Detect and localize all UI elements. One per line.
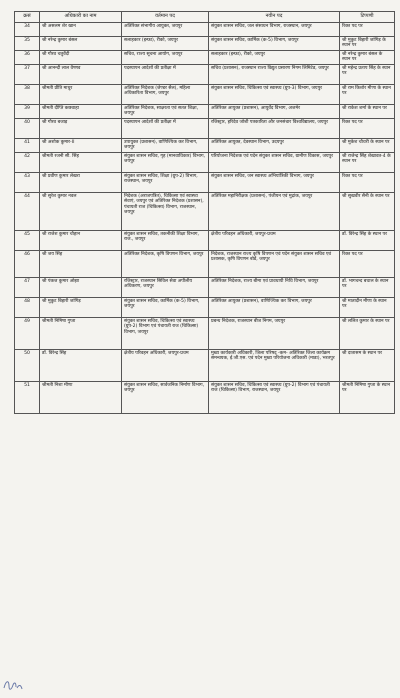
- officer-name-cell: श्री प्रवीण कुमार लेखरा: [40, 173, 122, 193]
- remark-cell: श्री ललित कुमार के स्थान पर: [340, 318, 395, 350]
- new-post-cell: सचिव (प्रशासन), राजस्थान राज्य विद्युत प्रसारण निगम लिमिटेड, जयपुर: [209, 65, 340, 85]
- current-post-cell: पदस्थापन आदेशों की प्रतीक्षा में: [122, 119, 209, 139]
- officer-name-cell: श्री अशोक कुमार-II: [40, 139, 122, 153]
- officer-name-cell: श्री मुकुट बिहारी जांगिड़: [40, 298, 122, 318]
- serial-cell: 36: [15, 51, 40, 65]
- transfer-order-table-container: [14, 11, 394, 414]
- serial-cell: 38: [15, 85, 40, 105]
- current-post-cell: संयुक्त शासन सचिव, तकनीकी शिक्षा विभाग, राज., जयपुर: [122, 231, 209, 251]
- table-row: [15, 193, 395, 231]
- table-row: [15, 382, 395, 414]
- table-header-row: [15, 12, 395, 23]
- remark-cell: श्री सुखवीर सैनी के स्थान पर: [340, 193, 395, 231]
- table-row: [15, 251, 395, 278]
- remark-cell: श्री मुकुट बिहारी जांगिड़ के स्थान पर: [340, 37, 395, 51]
- current-post-cell: सलाहकार (इन्फ्रा), रीको, जयपुर: [122, 37, 209, 51]
- officer-name-cell: श्री गौरव चतुर्वेदी: [40, 51, 122, 65]
- transfer-order-table: [14, 11, 395, 414]
- new-post-cell: अतिरिक्त महानिरीक्षक (प्रशासन), पंजीयन एवं मुद्रांक, जयपुर: [209, 193, 340, 231]
- header-new-post: नवीन पद: [209, 12, 340, 23]
- current-post-cell: संयुक्त शासन सचिव, कार्मिक (क-5) विभाग, जयपुर: [122, 298, 209, 318]
- header-current-post: वर्तमान पद: [122, 12, 209, 23]
- new-post-cell: परियोजना निदेशक एवं पदेन संयुक्त शासन सचिव, ग्रामीण विकास, जयपुर: [209, 153, 340, 173]
- remark-cell: श्री राजेन्द्र सिंह शेखावत-4 के स्थान पर: [340, 153, 395, 173]
- officer-name-cell: श्री राजेश कुमार चौहान: [40, 231, 122, 251]
- serial-cell: 48: [15, 298, 40, 318]
- current-post-cell: अतिरिक्त निदेशक, साक्षरता एवं सतत शिक्षा, जयपुर: [122, 105, 209, 119]
- serial-cell: 47: [15, 278, 40, 298]
- remark-cell: श्री महेन्द्र प्रताप सिंह के स्थान पर: [340, 65, 395, 85]
- serial-cell: 37: [15, 65, 40, 85]
- new-post-cell: संयुक्त शासन सचिव, चिकित्सा एवं स्वास्थ्य (ग्रुप-2) विभाग एवं पंचायती राज (चिकित्सा) विभाग, राजस्थान, जयपुर: [209, 382, 340, 414]
- table-row: [15, 65, 395, 85]
- new-post-cell: अतिरिक्त आयुक्त (प्रशासन), आयुर्वेद विभाग, अजमेर: [209, 105, 340, 119]
- current-post-cell: संयुक्त शासन सचिव, गृह (मानवाधिकार) विभाग, जयपुर: [122, 153, 209, 173]
- officer-name-cell: श्री असलम शेर खान: [40, 23, 122, 37]
- remark-cell: डॉ. भागचन्द बधाल के स्थान पर: [340, 278, 395, 298]
- current-post-cell: रजिस्ट्रार, राजस्थान सिविल सेवा अपीलीय अधिकरण, जयपुर: [122, 278, 209, 298]
- serial-cell: 45: [15, 231, 40, 251]
- new-post-cell: संयुक्त शासन सचिव, जन स्वास्थ्य अभियांत्रिकी विभाग, जयपुर: [209, 173, 340, 193]
- serial-cell: 46: [15, 251, 40, 278]
- officer-name-cell: श्री गौरव बजाड़: [40, 119, 122, 139]
- remark-cell: श्री राकेश शर्मा के स्थान पर: [340, 105, 395, 119]
- table-row: [15, 153, 395, 173]
- remark-cell: श्रीमती निमिषा गुप्ता के स्थान पर: [340, 382, 395, 414]
- table-row: [15, 318, 395, 350]
- table-row: [15, 278, 395, 298]
- new-post-cell: सलाहकार (इन्फ्रा), रीको, जयपुर: [209, 51, 340, 65]
- table-row: [15, 105, 395, 119]
- new-post-cell: संयुक्त शासन सचिव, चिकित्सा एवं स्वास्थ्य (ग्रुप-3) विभाग, जयपुर: [209, 85, 340, 105]
- header-remark: टिप्पणी: [340, 12, 395, 23]
- table-row: [15, 119, 395, 139]
- current-post-cell: सचिव, राज्य सूचना आयोग, जयपुर: [122, 51, 209, 65]
- remark-cell: श्री राम किशोर मीणा के स्थान पर: [340, 85, 395, 105]
- serial-cell: 42: [15, 153, 40, 173]
- current-post-cell: क्षेत्रीय परिवहन अधिकारी, जयपुर-प्रथम: [122, 350, 209, 382]
- current-post-cell: संयुक्त शासन सचिव, सार्वजनिक निर्माण विभाग, जयपुर: [122, 382, 209, 414]
- table-row: [15, 85, 395, 105]
- officer-name-cell: श्री पंकज कुमार ओझा: [40, 278, 122, 298]
- officer-name-cell: श्री आनन्दी लाल वैष्णव: [40, 65, 122, 85]
- remark-cell: श्री दातासम के स्थान पर: [340, 350, 395, 382]
- remark-cell: डॉ. विरेन्द्र सिंह के स्थान पर: [340, 231, 395, 251]
- new-post-cell: रजिस्ट्रार, हरिदेव जोशी पत्रकारिता और जनसंचार विश्वविद्यालय, जयपुर: [209, 119, 340, 139]
- current-post-cell: निदेशक (अराजपत्रित), चिकित्सा एवं स्वास्थ्य सेवाएं, जयपुर एवं अतिरिक्त निदेशक (प्रशासन), पंचायती राज (चिकित्सा) विभाग, राजस्थान, जयपुर: [122, 193, 209, 231]
- serial-cell: 41: [15, 139, 40, 153]
- officer-name-cell: श्रीमती प्रीति माथुर: [40, 85, 122, 105]
- serial-cell: 51: [15, 382, 40, 414]
- remark-cell: श्री मुकेश चौधरी के स्थान पर: [340, 139, 395, 153]
- new-post-cell: संयुक्त शासन सचिव, जल संसाधन विभाग, राजस्थान, जयपुर: [209, 23, 340, 37]
- signature-mark: [2, 676, 24, 694]
- serial-cell: 43: [15, 173, 40, 193]
- officer-name-cell: श्रीमती रजनी सी. सिंह: [40, 153, 122, 173]
- serial-cell: 44: [15, 193, 40, 231]
- serial-cell: 50: [15, 350, 40, 382]
- table-row: [15, 173, 395, 193]
- table-body: [15, 23, 395, 414]
- officer-name-cell: डॉ. विरेन्द्र सिंह: [40, 350, 122, 382]
- remark-cell: रिक्त पद पर: [340, 251, 395, 278]
- current-post-cell: उपायुक्त (प्रशासन), वाणिज्यिक कर विभाग, जयपुर: [122, 139, 209, 153]
- officer-name-cell: श्रीमती निमिषा गुप्ता: [40, 318, 122, 350]
- serial-cell: 39: [15, 105, 40, 119]
- table-row: [15, 231, 395, 251]
- new-post-cell: अतिरिक्त निदेशक, राज्य बीमा एवं प्रावधायी निधि विभाग, जयपुर: [209, 278, 340, 298]
- serial-cell: 40: [15, 119, 40, 139]
- remark-cell: रिक्त पद पर: [340, 119, 395, 139]
- current-post-cell: अतिरिक्त निदेशक, कृषि विपणन विभाग, जयपुर: [122, 251, 209, 278]
- officer-name-cell: श्रीमती दीप्ति कछवाहा: [40, 105, 122, 119]
- remark-cell: श्री नरेन्द्र कुमार बंसल के स्थान पर: [340, 51, 395, 65]
- table-row: [15, 51, 395, 65]
- new-post-cell: प्रबन्ध निदेशक, राजस्थान बीज निगम, जयपुर: [209, 318, 340, 350]
- current-post-cell: संयुक्त शासन सचिव, शिक्षा (ग्रुप-2) विभाग, राजस्थान, जयपुर: [122, 173, 209, 193]
- remark-cell: रिक्त पद पर: [340, 173, 395, 193]
- table-row: [15, 350, 395, 382]
- new-post-cell: संयुक्त शासन सचिव, कार्मिक (क-5) विभाग, जयपुर: [209, 37, 340, 51]
- officer-name-cell: श्री जय सिंह: [40, 251, 122, 278]
- officer-name-cell: श्री नरेन्द्र कुमार बंसल: [40, 37, 122, 51]
- current-post-cell: पदस्थापन आदेशों की प्रतीक्षा में: [122, 65, 209, 85]
- table-row: [15, 298, 395, 318]
- new-post-cell: मुख्य कार्यकारी अधिकारी, जिला परिषद् -कम- अतिरिक्त जिला कार्यक्रम समन्वयक, ई.जी.एस. एवं पदेन मुख्य परियोजना अधिकारी (माडा), भरतपुर: [209, 350, 340, 382]
- new-post-cell: क्षेत्रीय परिवहन अधिकारी, जयपुर-प्रथम: [209, 231, 340, 251]
- remark-cell: रिक्त पद पर: [340, 23, 395, 37]
- serial-cell: 35: [15, 37, 40, 51]
- new-post-cell: अतिरिक्त आयुक्त (प्रशासन), वाणिज्यिक कर विभाग, जयपुर: [209, 298, 340, 318]
- serial-cell: 49: [15, 318, 40, 350]
- header-serial: क्रसं: [15, 12, 40, 23]
- officer-name-cell: श्री सुरेश कुमार नवल: [40, 193, 122, 231]
- remark-cell: श्री मातादीन मीणा के स्थान पर: [340, 298, 395, 318]
- officer-name-cell: श्रीमती निशा मीणा: [40, 382, 122, 414]
- serial-cell: 34: [15, 23, 40, 37]
- current-post-cell: अतिरिक्त संभागीय आयुक्त, जयपुर: [122, 23, 209, 37]
- header-officer-name: अधिकारी का नाम: [40, 12, 122, 23]
- new-post-cell: निदेशक, राजस्थान राज्य कृषि विपणन एवं पदेन संयुक्त शासन सचिव एवं प्रशासक, कृषि विपणन बोर्ड, जयपुर: [209, 251, 340, 278]
- new-post-cell: अतिरिक्त आयुक्त, देवस्थान विभाग, उदयपुर: [209, 139, 340, 153]
- table-row: [15, 139, 395, 153]
- current-post-cell: अतिरिक्त निदेशक (जेण्डर सैल), महिला अधिकारिता विभाग, जयपुर: [122, 85, 209, 105]
- table-row: [15, 23, 395, 37]
- table-row: [15, 37, 395, 51]
- current-post-cell: संयुक्त शासन सचिव, चिकित्सा एवं स्वास्थ्य (ग्रुप-2) विभाग एवं पंचायती राज (चिकित्सा) विभाग, जयपुर: [122, 318, 209, 350]
